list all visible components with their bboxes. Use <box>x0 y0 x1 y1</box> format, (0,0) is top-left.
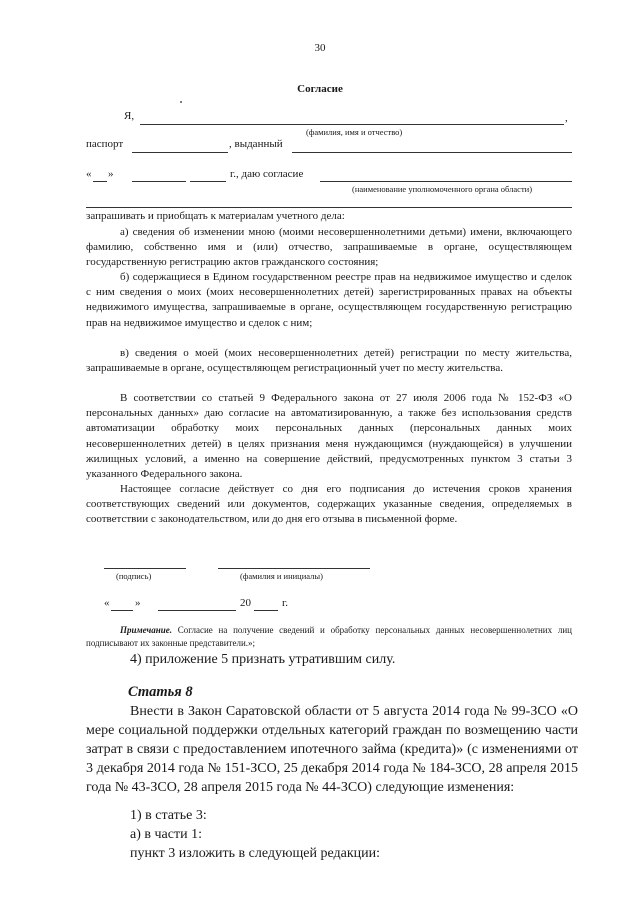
signature-hint: (подпись) <box>116 571 152 581</box>
organ-hint: (наименование уполномоченного органа области) <box>352 184 533 194</box>
month-line[interactable] <box>132 181 186 182</box>
sign-date-quote-close: » <box>135 597 141 609</box>
note-paragraph <box>86 624 572 650</box>
form-title: Согласие <box>297 83 343 95</box>
note-text: Согласие на получение сведений и обработку персональных данных несовершеннолетних лиц подписывают их законные представители.»; <box>86 625 572 648</box>
sign-year-prefix: 20 <box>240 597 251 609</box>
note-label: Примечание. <box>120 625 173 635</box>
scan-speck <box>180 101 182 103</box>
day-line[interactable] <box>93 181 107 182</box>
law-paragraph: В соответствии со статьей 9 Федерального закона от 27 июля 2006 года № 152-ФЗ «О персональных данных» даю согласие на автоматизированную, а также без использования средств автоматизации обработку моих персональных данных (персональных данных моих несовершеннолетних детей) в целях признания меня нуждающимся (нуждающейся) в улучшении жилищных условий, а именно на совершение действий, предусмотренных пунктом 3 статьи 3 указанного Федерального закона. <box>86 392 572 481</box>
article-heading: Статья 8 <box>128 684 193 700</box>
issued-line[interactable] <box>292 152 572 153</box>
sign-month-line[interactable] <box>158 610 236 611</box>
sign-day-line[interactable] <box>111 610 133 611</box>
consent-item-a: а) сведения об изменении мною (моими несовершеннолетними детьми) имени, включающего фамилию, собственно имя и (или) отчество, запрашиваемые в органе, осуществляющем государственную регистрацию актов гражданского состояния; <box>86 226 572 269</box>
fio-comma: , <box>565 112 568 124</box>
issued-label: , выданный <box>229 138 283 150</box>
sign-year-suffix: г. <box>282 597 289 609</box>
sign-year-line[interactable] <box>254 610 278 611</box>
validity-paragraph: Настоящее согласие действует со дня его подписания до истечения сроков хранения соответствующих сведений или документов, содержащих указанные сведения, определяемых в соответствии с законодательством, или до дня его отзыва в письменной форме. <box>86 483 572 526</box>
article-sub-a: а) в части 1: <box>130 827 202 842</box>
consent-intro: запрашивать и приобщать к материалам учетного дела: <box>86 210 345 222</box>
name-line[interactable] <box>218 568 370 569</box>
year-line[interactable] <box>190 181 226 182</box>
date-quote-open: « <box>86 168 92 180</box>
consent-item-b: б) содержащиеся в Едином государственном реестре прав на недвижимое имущество и сделок с ним сведения о моих (моих несовершеннолетних детей) зарегистрированных правах на объекты недвижимого имущества, запрашиваемые в органе, осуществляющем государственную регистрацию прав на недвижимое имущество и сделок с ним; <box>86 271 572 329</box>
article-body: Внести в Закон Саратовской области от 5 августа 2014 года № 99-ЗСО «О мере социальной поддержки отдельных категорий граждан по возмещению части затрат в связи с предоставлением ипотечного займа (кредита)» (с изменениями от 3 декабря 2014 года № 151-ЗСО, 25 декабря 2014 года № 184-ЗСО, 28 апреля 2015 года № 43-ЗСО, 28 апреля 2015 года № 44-ЗСО) следующие изменения: <box>86 704 578 795</box>
fio-hint: (фамилия, имя и отчество) <box>306 127 403 137</box>
ya-label: Я, <box>124 110 135 122</box>
consent-item-v: в) сведения о моей (моих несовершеннолетних детей) регистрации по месту жительства, запрашиваемые в органе, осуществляющем регистрационный учет по месту жительства. <box>86 347 572 375</box>
passport-line[interactable] <box>132 152 228 153</box>
organ-line-2[interactable] <box>86 207 572 208</box>
signature-line[interactable] <box>104 568 186 569</box>
sign-date-quote-open: « <box>104 597 110 609</box>
article-sub-1: 1) в статье 3: <box>130 808 207 823</box>
passport-label: паспорт <box>86 138 124 150</box>
consent-label: г., даю согласие <box>230 168 304 180</box>
fio-line[interactable] <box>140 124 564 125</box>
name-hint: (фамилия и инициалы) <box>240 571 323 581</box>
date-quote-close: » <box>108 168 114 180</box>
article-sub-p3: пункт 3 изложить в следующей редакции: <box>130 846 380 861</box>
organ-line[interactable] <box>320 181 572 182</box>
page-number: 30 <box>314 42 326 54</box>
item-4: 4) приложение 5 признать утратившим силу. <box>130 652 396 667</box>
